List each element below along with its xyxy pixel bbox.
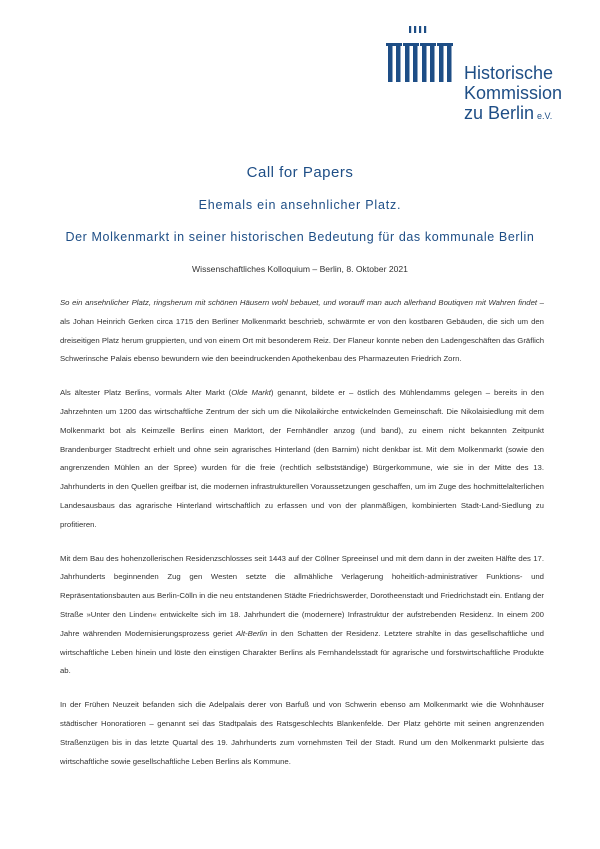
logo-line-3-text: zu Berlin [464,103,535,123]
paragraph-3 [60,550,544,682]
paragraph-1-text: als Johan Heinrich Gerken circa 1715 den Berliner Molkenmarkt beschrieb, schwärmte er von den kostbaren Gebäuden, die sich um den dreiseitigen Platz herum gruppierten, und von einem Ort mit besonderem Reiz. Der Flaneur konnte neben den Ladengeschäften das Gräflich Schwerinsche Palais ebenso bewundern wie den beeindruckenden Apothekenbau des Pharmazeuten Friedrich Zorn. [60,316,544,364]
call-for-papers-title: Call for Papers [246,164,354,181]
paragraph-2-italic: Olde Markt [231,388,271,398]
commission-logo [386,26,576,126]
logo-text [464,63,562,126]
logo-line-1: Historische [464,63,554,83]
subtitle-primary: Ehemals ein ansehnlicher Platz. [198,198,402,212]
paragraph-3-text-a: Mit dem Bau des hohenzollerischen Residenzschlosses seit 1443 auf der Cöllner Spreeinsel und mit dem dann in der zweiten Hälfte des 17. Jahrhunderts beginnenden Zug gen Westen setzte die allmähliche Verlagerung hoheitlich-administrativer Funktions- und Repräsentationsbauten aus Berlin-Cölln in die neu entstandenen Städte Friedrichswerder, Dorotheenstadt und Friedrichstadt ein. Entlang der Straße »Unter den Linden« entwickelte sich im 18. Jahrhundert die (modernere) Infrastruktur der aufstrebenden Residenz. In einem 200 Jahre währenden Modernisierungsprozess geriet [60,553,544,638]
logo-suffix: e.V. [537,111,553,121]
event-meta: Wissenschaftliches Kolloquium – Berlin, 8. Oktober 2021 [192,264,408,274]
logo-columns-icon [386,26,458,86]
paragraph-2 [60,384,544,534]
logo-line-2: Kommission [464,83,563,103]
document-body [60,294,544,786]
paragraph-3-text-b: in den Schatten der Residenz. Letztere strahlte in das gesellschaftliche und wirtschaftliche Leben hinein und löste den einstigen Charakter Berlins als Fernhandelsstadt für agrarische und forstwirtschaftliche Produkte ab. [60,628,544,676]
paragraph-1-quote: So ein ansehnlicher Platz, ringsherum mit schönen Häusern wohl bebauet, und worauff man auch allerhand Boutiqven mit Wahren findet – [60,298,544,307]
paragraph-3-italic: Alt-Berlin [235,628,268,638]
paragraph-4: In der Frühen Neuzeit befanden sich die Adelpalais derer von Barfuß und von Schwerin ebenso am Molkenmarkt wie die Wohnhäuser städtischer Honoratioren – genannt sei das Stadtpalais des Ratsgeschlechts Blankenfelde. Der Platz gehörte mit seinen angrenzenden Straßenzügen bis in das letzte Quartal des 19. Jahrhunderts zum vornehmsten Teil der Stadt. Rund um den Molkenmarkt pulsierte das wirtschaftliche sowie gesellschaftliche Leben Berlins als Kommune. [60,700,544,766]
subtitle-secondary: Der Molkenmarkt in seiner historischen Bedeutung für das kommunale Berlin [65,230,535,244]
paragraph-2-text-a: Als ältester Platz Berlins, vormals Alter Markt ( [60,388,232,398]
logo-line-3 [464,103,562,126]
paragraph-2-text-b: ) genannt, bildete er – östlich des Mühlendamms gelegen – bereits in den Jahrzehnten um 1200 das wirtschaftliche Zentrum der sich um die Nikolaikirche entwickelnden Gemeinschaft. Die Nikolaisiedlung mit dem Molkenmarkt bot als Keimzelle Berlins einen Marktort, der Fernhändler anzog (und band), zu einem nicht bekannten Zeitpunkt Brandenburger Stadtrecht erhielt und ohne sein agrarisches Hinterland (den Barnim) nicht denkbar ist. Mit dem Molkenmarkt (sowie den angrenzenden Mühlen an der Spree) wurden für die freie (rechtlich selbstständige) Bürgerkommune, wie sie in der Mitte des 13. Jahrhunderts in den Quellen greifbar ist, die modernen infrastrukturellen Voraussetzungen geschaffen, um im Zuge des hochmittelalterlichen Landesausbaus das agrarische Hinterland wirtschaftlich zu erfassen und von der planmäßigen, kombinierten Stadt-Land-Siedlung zu profitieren. [60,388,544,529]
paragraph-1 [60,294,544,369]
